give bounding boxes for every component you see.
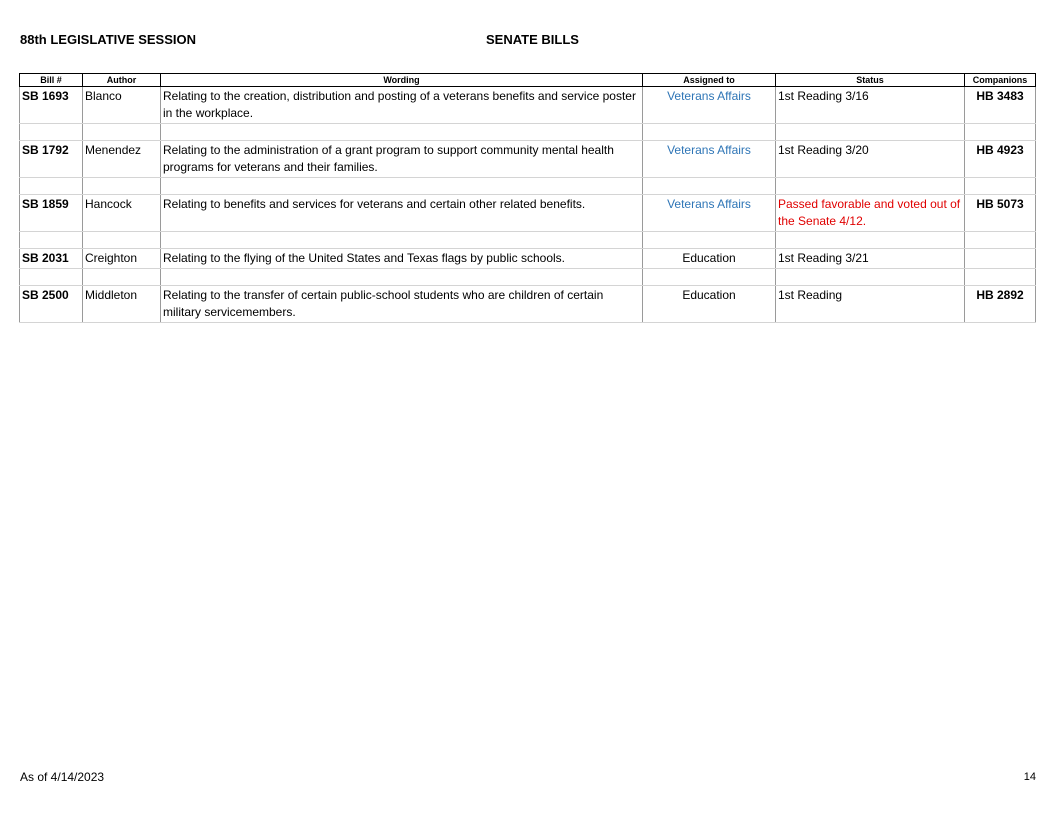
bill-assigned-committee: Veterans Affairs bbox=[643, 141, 776, 178]
bill-status: 1st Reading 3/21 bbox=[776, 249, 965, 269]
page-title: SENATE BILLS bbox=[486, 32, 579, 47]
session-title: 88th LEGISLATIVE SESSION bbox=[20, 32, 197, 47]
bill-assigned-committee: Education bbox=[643, 249, 776, 269]
bill-wording: Relating to the administration of a grant program to support community mental health programs for veterans and their families. bbox=[161, 141, 643, 178]
bill-companion: HB 2892 bbox=[965, 286, 1036, 323]
page-number: 14 bbox=[1023, 771, 1036, 783]
bill-author: Middleton bbox=[83, 286, 161, 323]
bill-assigned-committee: Veterans Affairs bbox=[643, 87, 776, 124]
bill-wording: Relating to benefits and services for veterans and certain other related benefits. bbox=[161, 195, 643, 232]
bill-status: 1st Reading bbox=[776, 286, 965, 323]
table-row bbox=[20, 195, 1036, 232]
bill-assigned-committee: Veterans Affairs bbox=[643, 195, 776, 232]
spacer-row bbox=[20, 269, 1036, 286]
bill-number: SB 1792 bbox=[20, 141, 83, 178]
bill-number: SB 2031 bbox=[20, 249, 83, 269]
bill-companion: HB 5073 bbox=[965, 195, 1036, 232]
bill-author: Blanco bbox=[83, 87, 161, 124]
bill-author: Menendez bbox=[83, 141, 161, 178]
bill-status: 1st Reading 3/16 bbox=[776, 87, 965, 124]
senate-bills-table bbox=[19, 73, 1036, 323]
table-header-row bbox=[20, 74, 1036, 87]
spacer-row bbox=[20, 124, 1036, 141]
bill-number: SB 1859 bbox=[20, 195, 83, 232]
bill-assigned-committee: Education bbox=[643, 286, 776, 323]
table-row bbox=[20, 141, 1036, 178]
column-header-wording: Wording bbox=[161, 74, 643, 87]
bill-number: SB 2500 bbox=[20, 286, 83, 323]
bill-author: Creighton bbox=[83, 249, 161, 269]
column-header-author: Author bbox=[83, 74, 161, 87]
table-row bbox=[20, 87, 1036, 124]
spacer-row bbox=[20, 178, 1036, 195]
spacer-row bbox=[20, 232, 1036, 249]
bill-companion: HB 4923 bbox=[965, 141, 1036, 178]
bill-status: 1st Reading 3/20 bbox=[776, 141, 965, 178]
bill-status: Passed favorable and voted out of the Senate 4/12. bbox=[776, 195, 965, 232]
table-row bbox=[20, 286, 1036, 323]
bill-companion: HB 3483 bbox=[965, 87, 1036, 124]
bill-wording: Relating to the flying of the United States and Texas flags by public schools. bbox=[161, 249, 643, 269]
column-header-companions: Companions bbox=[965, 74, 1036, 87]
bill-wording: Relating to the creation, distribution and posting of a veterans benefits and service poster in the workplace. bbox=[161, 87, 643, 124]
bill-number: SB 1693 bbox=[20, 87, 83, 124]
column-header-bill: Bill # bbox=[20, 74, 83, 87]
table-row bbox=[20, 249, 1036, 269]
column-header-status: Status bbox=[776, 74, 965, 87]
as-of-date: As of 4/14/2023 bbox=[20, 770, 105, 784]
bill-author: Hancock bbox=[83, 195, 161, 232]
column-header-assigned: Assigned to bbox=[643, 74, 776, 87]
bill-companion bbox=[965, 249, 1036, 269]
bill-wording: Relating to the transfer of certain public-school students who are children of certain military servicemembers. bbox=[161, 286, 643, 323]
